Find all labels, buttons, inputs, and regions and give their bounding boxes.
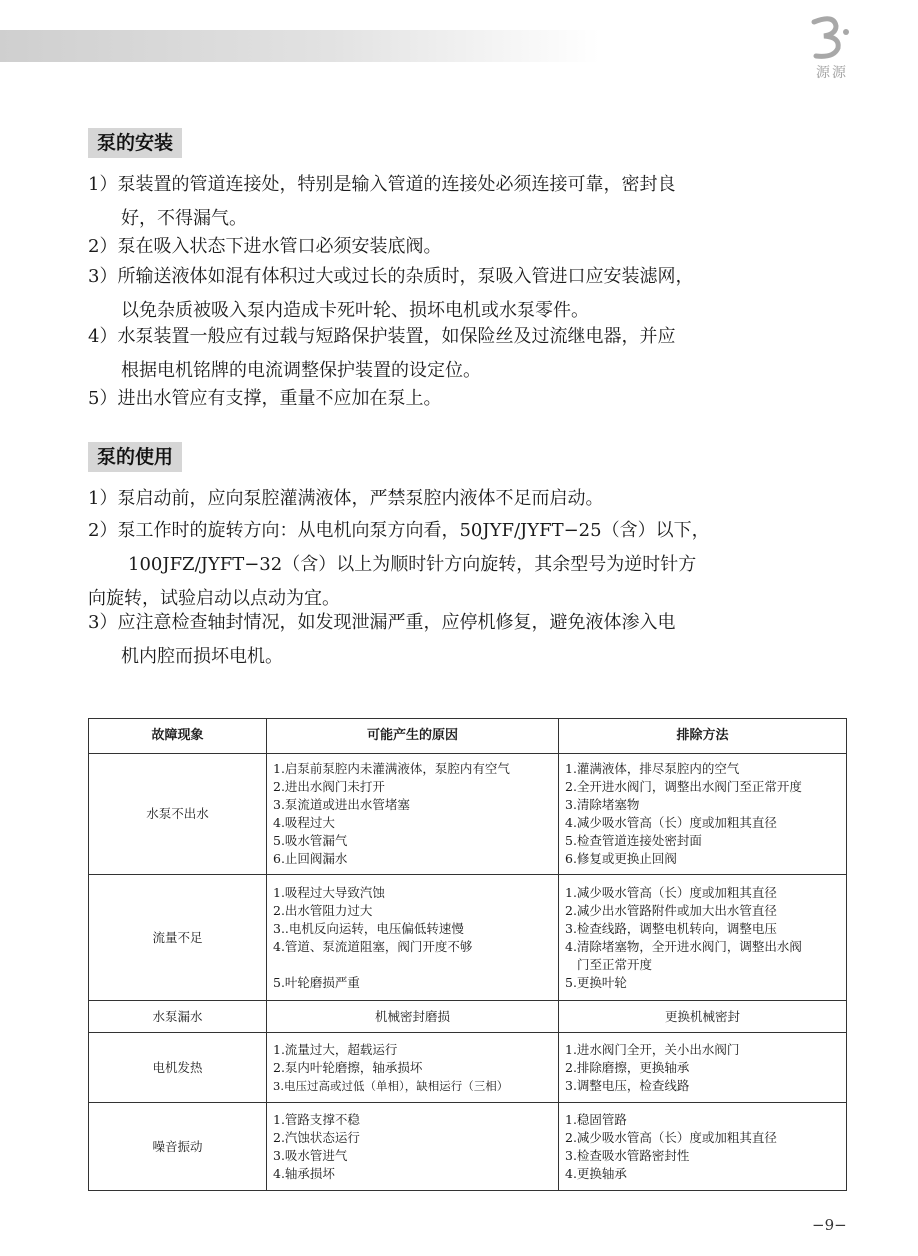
remedy-cell: 1.进水阀门全开，关小出水阀门 2.排除磨擦，更换轴承 3.调整电压，检查线路 xyxy=(559,1033,847,1103)
cause-cell: 机械密封磨损 xyxy=(267,1001,559,1033)
remedy-cell: 更换机械密封 xyxy=(559,1001,847,1033)
page-number: −9− xyxy=(812,1216,847,1234)
symptom-cell: 水泵漏水 xyxy=(89,1001,267,1033)
header-gradient-band xyxy=(0,30,600,62)
cause-cell: 1.流量过大，超载运行 2.泵内叶轮磨擦，轴承损坏 3.电压过高或过低（单相），缺相运行（三相） xyxy=(267,1033,559,1103)
table-row xyxy=(89,1001,847,1033)
table-header-row xyxy=(89,719,847,754)
header-cause: 可能产生的原因 xyxy=(267,719,559,754)
usage-item-2: 2）泵工作时的旋转方向：从电机向泵方向看，50JYF/JYFT−25（含）以下， 100JFZ/JYFT−32（含）以上为顺时针方向旋转，其余型号为逆时针方 向旋转，试验启动以点动为宜。 xyxy=(88,520,710,609)
section-heading-install: 泵的安装 xyxy=(88,128,182,158)
remedy-cell: 1.减少吸水管高（长）度或加粗其直径 2.减少出水管路附件或加大出水管直径 3.检查线路，调整电机转向，调整电压 4.清除堵塞物，全开进水阀门，调整出水阀 门至正常开度 5.更换叶轮 xyxy=(559,875,847,1001)
symptom-cell: 电机发热 xyxy=(89,1033,267,1103)
troubleshooting-table xyxy=(88,718,847,1191)
install-item-5: 5）进出水管应有支撑，重量不应加在泵上。 xyxy=(88,388,442,409)
cause-cell: 1.启泵前泵腔内未灌满液体，泵腔内有空气 2.进出水阀门未打开 3.泵流道或进出水管堵塞 4.吸程过大 5.吸水管漏气 6.止回阀漏水 xyxy=(267,754,559,875)
remedy-cell: 1.稳固管路 2.减少吸水管高（长）度或加粗其直径 3.检查吸水管路密封性 4.更换轴承 xyxy=(559,1103,847,1191)
symptom-cell: 流量不足 xyxy=(89,875,267,1001)
brand-logo xyxy=(800,12,864,84)
table-row xyxy=(89,1103,847,1191)
table-row xyxy=(89,875,847,1001)
section-heading-usage: 泵的使用 xyxy=(88,442,182,472)
header-symptom: 故障现象 xyxy=(89,719,267,754)
remedy-cell: 1.灌满液体，排尽泵腔内的空气 2.全开进水阀门，调整出水阀门至正常开度 3.清除堵塞物 4.减少吸水管高（长）度或加粗其直径 5.检查管道连接处密封面 6.修复或更换止回阀 xyxy=(559,754,847,875)
table-row xyxy=(89,754,847,875)
install-item-1: 1）泵装置的管道连接处，特别是输入管道的连接处必须连接可靠，密封良 好，不得漏气。 xyxy=(88,174,676,229)
symptom-cell: 水泵不出水 xyxy=(89,754,267,875)
install-item-3: 3）所输送液体如混有体积过大或过长的杂质时，泵吸入管进口应安装滤网， 以免杂质被吸入泵内造成卡死叶轮、损坏电机或水泵零件。 xyxy=(88,266,694,321)
install-item-4: 4）水泵装置一般应有过载与短路保护装置，如保险丝及过流继电器，并应 根据电机铭牌的电流调整保护装置的设定位。 xyxy=(88,326,676,381)
stylized-3-logo-icon xyxy=(800,12,864,62)
usage-item-3: 3）应注意检查轴封情况，如发现泄漏严重，应停机修复，避免液体渗入电 机内腔而损坏电机。 xyxy=(88,612,676,667)
usage-item-1: 1）泵启动前，应向泵腔灌满液体，严禁泵腔内液体不足而启动。 xyxy=(88,488,604,509)
header-remedy: 排除方法 xyxy=(559,719,847,754)
symptom-cell: 噪音振动 xyxy=(89,1103,267,1191)
install-item-2: 2）泵在吸入状态下进水管口必须安装底阀。 xyxy=(88,236,442,257)
table-row xyxy=(89,1033,847,1103)
cause-cell: 1.管路支撑不稳 2.汽蚀状态运行 3.吸水管进气 4.轴承损坏 xyxy=(267,1103,559,1191)
logo-text: 源源 xyxy=(816,65,848,81)
cause-cell: 1.吸程过大导致汽蚀 2.出水管阻力过大 3..电机反向运转，电压偏低转速慢 4.管道、泵流道阻塞，阀门开度不够 5.叶轮磨损严重 xyxy=(267,875,559,1001)
